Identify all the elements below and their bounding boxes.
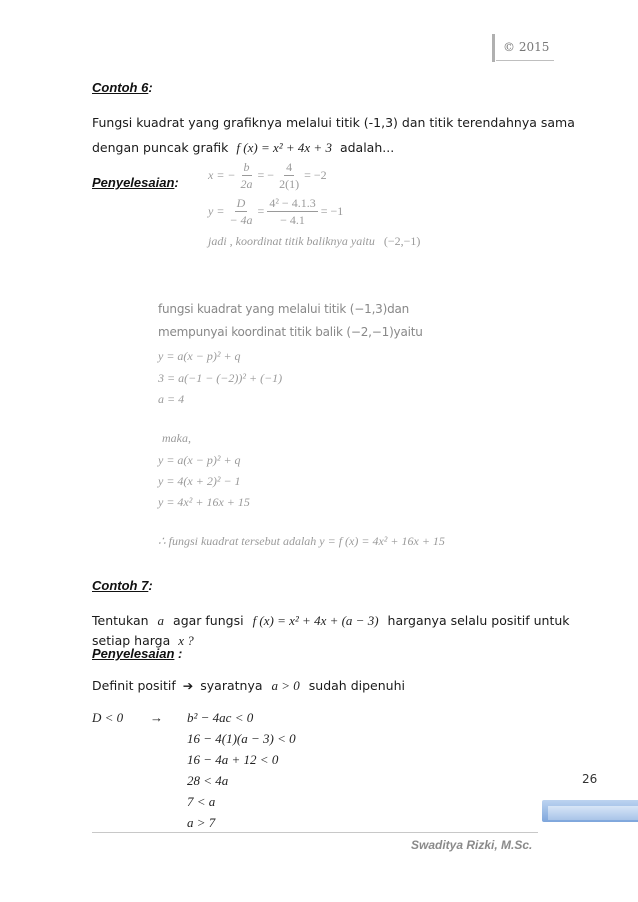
- arrow-right-icon: ➔: [182, 678, 194, 693]
- solution-word: Penyelesaian: [92, 175, 175, 190]
- question-function: f (x) = x² + 4x + 3: [236, 140, 332, 155]
- solution-7-colon: :: [174, 646, 183, 661]
- vertex-coordinates: (−2,−1): [383, 234, 421, 248]
- substitution-equation: [158, 371, 282, 386]
- maka-text: maka,: [162, 431, 191, 445]
- vertex-conclusion: [208, 234, 420, 249]
- step-3: 16 − 4a + 12 < 0: [187, 752, 279, 767]
- def-condition: a > 0: [271, 678, 300, 693]
- step-2: 16 − 4(1)(a − 3) < 0: [187, 731, 296, 746]
- eq6-text: y = 4x² + 16x + 15: [158, 495, 250, 509]
- y-fraction-1: [227, 196, 254, 227]
- vertex-y-equation: [208, 196, 343, 227]
- conclusion-text: ∴ fungsi kuadrat tersebut adalah y = f (x) = 4x² + 16x + 15: [158, 534, 445, 548]
- x-result: = −2: [304, 168, 327, 182]
- y-frac1-num: D: [236, 196, 246, 210]
- def-prefix: Definit positif: [92, 678, 176, 693]
- step-6: a > 7: [187, 815, 216, 830]
- example-6-conclusion: [158, 534, 445, 549]
- y-lhs: y =: [208, 204, 225, 218]
- vertex-form-equation: [158, 349, 241, 364]
- solution-text-line-1: fungsi kuadrat yang melalui titik (−1,3)dan: [158, 302, 410, 316]
- step-1: b² − 4ac < 0: [187, 710, 254, 725]
- q7-mid-text: agar fungsi: [173, 613, 244, 628]
- example-6-question-line-2: [92, 140, 394, 156]
- eq5-text: y = 4(x + 2)² − 1: [158, 474, 241, 488]
- solution-colon: :: [174, 175, 179, 190]
- x-frac2-num: 4: [286, 160, 293, 174]
- example-6-title: Contoh 6: [92, 80, 149, 95]
- expanded-form: [158, 495, 250, 510]
- header-underline: [496, 60, 554, 61]
- x-fraction-1: [239, 160, 255, 191]
- x-fraction-2: [277, 160, 301, 191]
- maka-label: [162, 431, 191, 446]
- q7-end-text: harganya selalu positif untuk: [387, 613, 570, 628]
- example-7-question-line-1: [92, 613, 570, 629]
- header-year: © 2015: [503, 40, 550, 54]
- def-mid: syaratnya: [200, 678, 263, 693]
- question-prefix: dengan puncak grafik: [92, 140, 229, 155]
- eq3-text: a = 4: [158, 392, 185, 406]
- q7-variable-a: a: [157, 613, 165, 628]
- step-5: 7 < a: [187, 794, 216, 809]
- footer-author: Swaditya Rizki, M.Sc.: [411, 838, 533, 852]
- step-4: 28 < 4a: [187, 773, 229, 788]
- a-value-equation: [158, 392, 184, 407]
- definite-positive-line: [92, 678, 405, 694]
- solution-7-word: Penyelesaian: [92, 646, 175, 661]
- example-6-solution-label: [92, 175, 179, 190]
- q7-line2-text: setiap harga: [92, 633, 171, 648]
- x-mid: = −: [257, 168, 275, 182]
- solution-text-line-2: mempunyai koordinat titik balik (−2,−1)yaitu: [158, 325, 423, 339]
- def-suffix: sudah dipenuhi: [308, 678, 405, 693]
- y-mid: =: [257, 204, 265, 218]
- example-6-colon: :: [148, 80, 153, 95]
- eq1-text: y = a(x − p)² + q: [158, 349, 241, 363]
- x-frac1-num: b: [243, 160, 250, 174]
- header-divider: [492, 34, 495, 62]
- substituted-vertex-form: [158, 474, 241, 489]
- example-6-question-line-1: Fungsi kuadrat yang grafiknya melalui titik (-1,3) dan titik terendahnya sama: [92, 115, 575, 130]
- implies-arrow-icon: →: [150, 710, 163, 725]
- x-frac2-den: 2(1): [279, 177, 300, 191]
- example-7-colon: :: [148, 578, 153, 593]
- question-suffix: adalah...: [339, 140, 395, 155]
- eq4-text: y = a(x − p)² + q: [158, 453, 241, 467]
- example-7-heading: [92, 578, 153, 593]
- example-6-heading: [92, 80, 153, 95]
- q7-variable-x: x ?: [178, 633, 194, 648]
- y-frac1-den: − 4a: [229, 213, 253, 227]
- q7-tentukan: Tentukan: [92, 613, 149, 628]
- y-frac2-num: 4² − 4.1.3: [269, 196, 316, 210]
- page-tab-decoration-inner: [548, 806, 638, 820]
- vertex-form-equation-2: [158, 453, 241, 468]
- vertex-x-equation: [208, 160, 327, 191]
- discriminant-condition: D < 0: [92, 710, 124, 725]
- footer-divider: [92, 832, 538, 833]
- y-frac2-den: − 4.1: [280, 213, 305, 227]
- x-frac1-den: 2a: [240, 177, 253, 191]
- example-7-title: Contoh 7: [92, 578, 149, 593]
- page-number: 26: [582, 772, 598, 786]
- q7-function: f (x) = x² + 4x + (a − 3): [252, 613, 379, 628]
- example-7-solution-label: [92, 646, 182, 661]
- x-lhs: x = −: [208, 168, 236, 182]
- eq2-text: 3 = a(−1 − (−2))² + (−1): [158, 371, 283, 385]
- vertex-conclusion-text: jadi , koordinat titik baliknya yaitu: [208, 234, 375, 248]
- y-fraction-2: [267, 196, 317, 227]
- y-result: = −1: [320, 204, 344, 218]
